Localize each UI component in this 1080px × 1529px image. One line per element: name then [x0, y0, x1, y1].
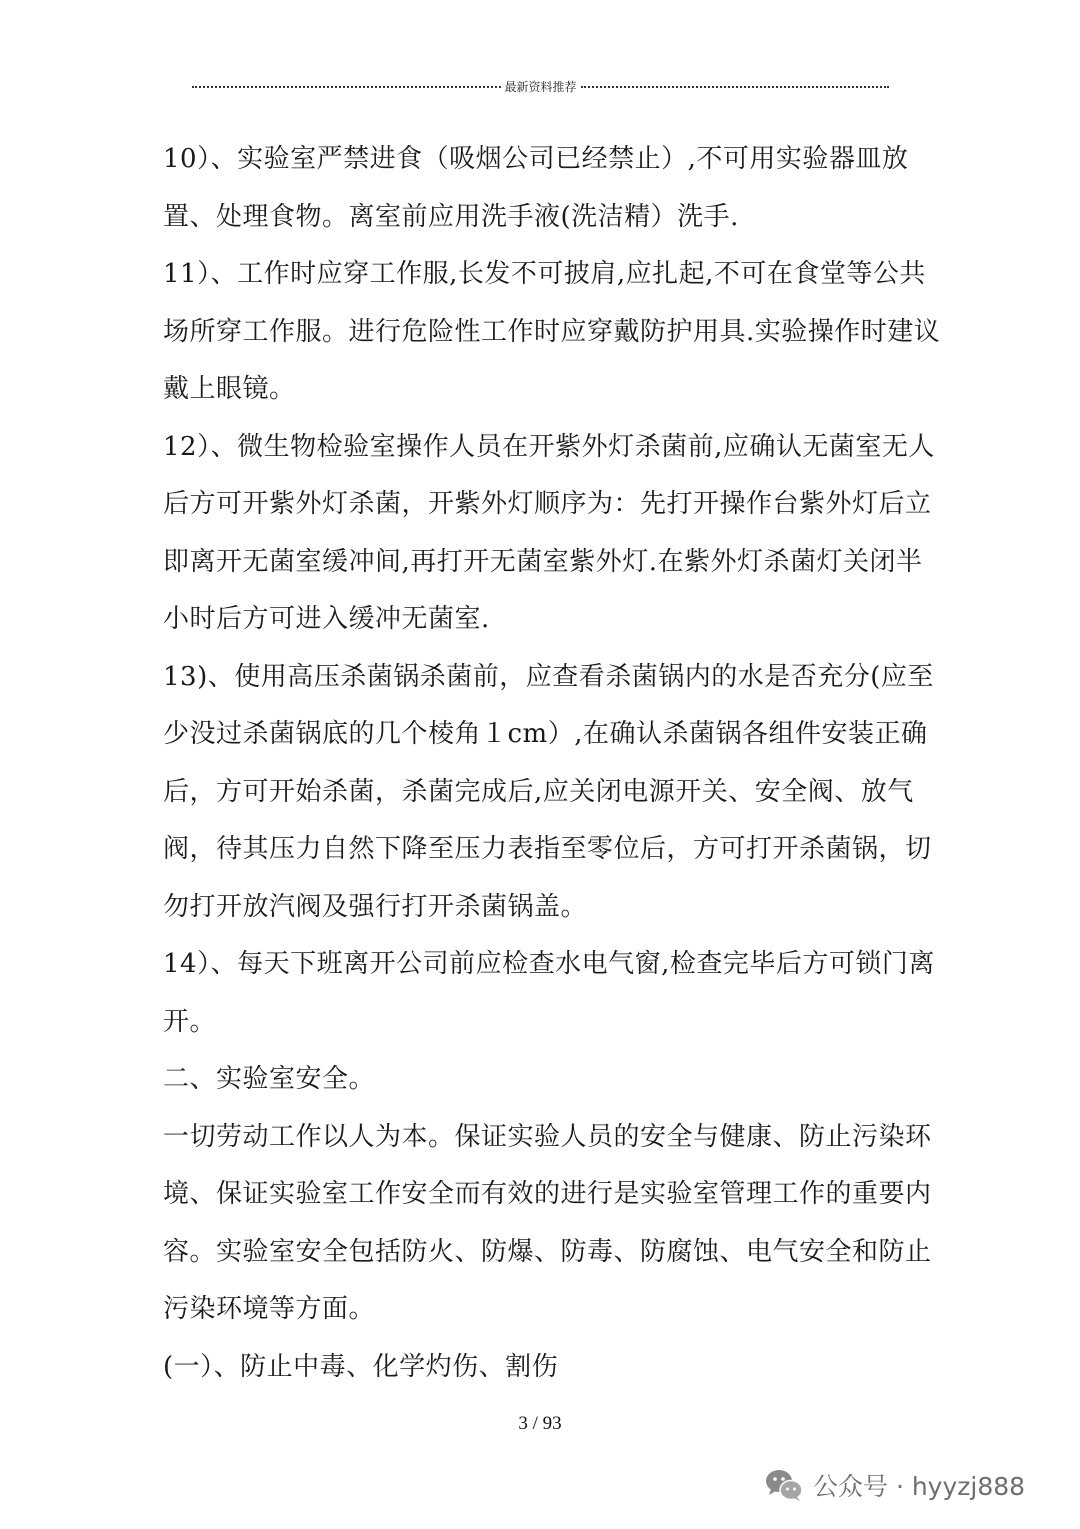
body-line: 阀，待其压力自然下降至压力表指至零位后，方可打开杀菌锅，切: [163, 834, 932, 864]
body-line: 12）、微生物检验室操作人员在开紫外灯杀菌前,应确认无菌室无人: [163, 431, 935, 462]
watermark: [765, 1462, 1025, 1508]
body-line: 境、保证实验室工作安全而有效的进行是实验室管理工作的重要内: [163, 1179, 932, 1209]
wechat-icon: [765, 1468, 803, 1502]
body-line: 开。: [163, 1006, 217, 1037]
body-line: 11）、工作时应穿工作服,长发不可披肩,应扎起,不可在食堂等公共: [163, 259, 926, 289]
subsection-heading: (一）、防止中毒、化学灼伤、割伤: [163, 1351, 559, 1382]
body-line: 污染环境等方面。: [163, 1294, 376, 1324]
body-line: 场所穿工作服。进行危险性工作时应穿戴防护用具.实验操作时建议: [163, 316, 941, 347]
body-line: 置、处理食物。离室前应用洗手液(洗洁精）洗手.: [163, 201, 739, 232]
body-line: 戴上眼镜。: [163, 374, 296, 404]
body-line: 14）、每天下班离开公司前应检查水电气窗,检查完毕后方可锁门离: [163, 949, 935, 979]
body-line: 小时后方可进入缓冲无菌室.: [163, 604, 490, 634]
body-line: 容。实验室安全包括防火、防爆、防毒、防腐蚀、电气安全和防止: [163, 1236, 932, 1267]
body-line: 后，方可开始杀菌，杀菌完成后,应关闭电源开关、安全阀、放气: [163, 776, 914, 807]
header-dotted-rule-right: [581, 86, 890, 88]
watermark-text: 公众号 · hyyzj888: [813, 1472, 1026, 1501]
body-line: 少没过杀菌锅底的几个棱角１cm）,在确认杀菌锅各组件安装正确: [163, 719, 928, 749]
body-line: 一切劳动工作以人为本。保证实验人员的安全与健康、防止污染环: [163, 1121, 932, 1152]
body-line: 13)、使用高压杀菌锅杀菌前，应查看杀菌锅内的水是否充分(应至: [163, 661, 934, 692]
body-line: 即离开无菌室缓冲间,再打开无菌室紫外灯.在紫外灯杀菌灯关闭半: [163, 546, 923, 577]
body-line: 后方可开紫外灯杀菌，开紫外灯顺序为：先打开操作台紫外灯后立: [163, 489, 932, 519]
body-line: 勿打开放汽阀及强行打开杀菌锅盖。: [163, 891, 588, 922]
body-line: 10）、实验室严禁进食（吸烟公司已经禁止）,不可用实验器皿放: [163, 144, 909, 174]
page-header: [192, 76, 889, 96]
page-number: 3 / 93: [518, 1413, 562, 1434]
document-body: [163, 131, 941, 1396]
header-label: 最新资料推荐: [504, 79, 577, 94]
section-heading: 二、实验室安全。: [163, 1064, 376, 1094]
header-dotted-rule-left: [192, 86, 501, 88]
